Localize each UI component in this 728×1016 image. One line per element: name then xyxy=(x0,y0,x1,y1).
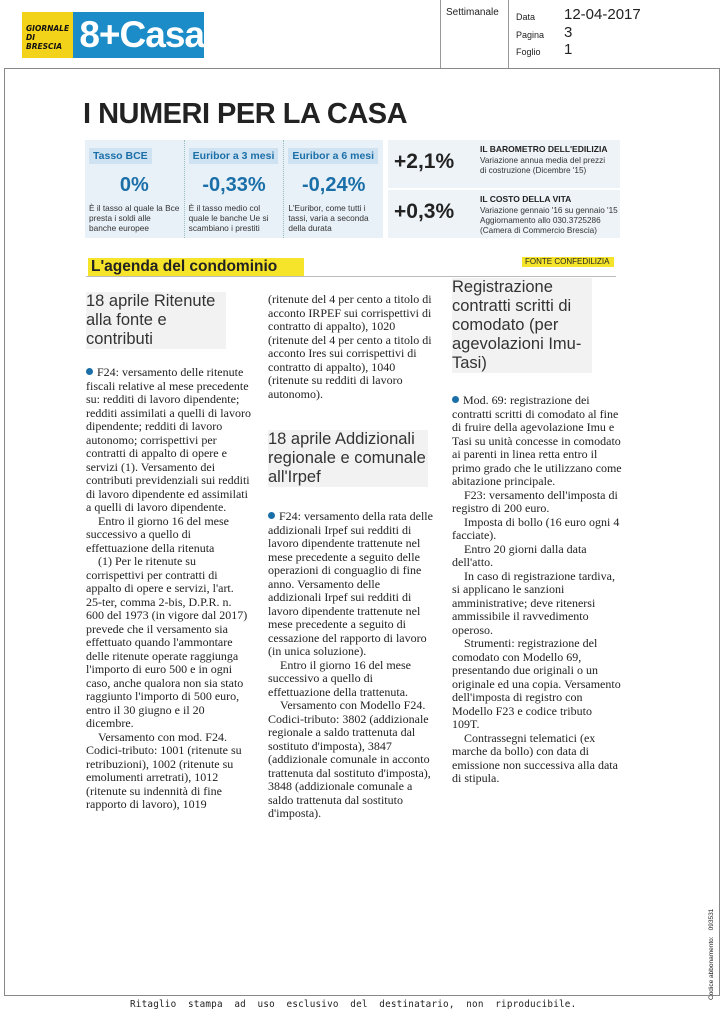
paragraph xyxy=(268,510,436,659)
costo-vita-description xyxy=(480,206,618,236)
rate-label: Euribor a 6 mesi xyxy=(288,148,378,164)
paragraph: Contrassegni telematici (ex marche da bollo) con data di emissione non successiva alla data di stipula. xyxy=(452,730,618,785)
publication-logo xyxy=(22,12,204,58)
section-heading: L'agenda del condominio xyxy=(88,258,304,276)
costo-vita xyxy=(388,190,620,238)
data-label: Data xyxy=(516,12,536,22)
costo-vita-title: IL COSTO DELLA VITA xyxy=(480,194,572,204)
paragraph: (1) Per le ritenute su corrispettivi per contratti di appalto di opere e servizi, l'art. 25-ter, comma 2-bis, D.P.R. n. 600 del 1973 (in vigore dal 2017) prevede che il versamento sia effettuato quando l'ammontare delle ritenute operate raggiunga l'importo di euro 500 e in ogni caso, anche qualora non sia stato raggiunto l'importo di 500 euro, entro il 30 giugno e il 20 dicembre. xyxy=(86,554,248,730)
col3-body xyxy=(452,394,622,786)
paragraph-text: Mod. 69: registrazione dei contratti scritti di comodato al fine di fruire della agevolazione Imu e Tasi su unità concesse in comodato ai parenti in linea retta entro il primo grado che le utilizzano come abitazione principale. xyxy=(452,393,622,488)
col2-body xyxy=(268,510,436,821)
barometro-value: +2,1% xyxy=(394,150,455,173)
paragraph xyxy=(452,394,622,489)
foglio-value: 1 xyxy=(564,41,573,58)
barometro-description: Variazione annua media del prezzi di costruzione (Dicembre '15) xyxy=(480,156,606,175)
pagina-label: Pagina xyxy=(516,30,545,40)
costo-vita-value: +0,3% xyxy=(394,200,455,223)
paragraph: Versamento con mod. F24. Codici-tributo: 1001 (ritenute su retribuzioni), 1002 (ritenute su emolumenti arretrati), 1012 (ritenute su indennità di fine rapporto di lavoro), 1019 xyxy=(86,729,242,811)
barometro-edilizia xyxy=(388,140,620,188)
paragraph: Entro 20 giorni dalla data dell'atto. xyxy=(452,541,587,569)
paragraph-text: F24: versamento delle ritenute fiscali relative al mese precedente su: redditi di lavoro dipendente; redditi assimilati a quelli di lavoro dipendente; redditi di lavoro autonomo; corrispettivi per contratti di appalto di opere e servizi (1). Versamento dei contributi previdenziali sui redditi di lavoro dipendente ed assimilati a quelli di lavoro dipendente. xyxy=(86,365,251,514)
paragraph-text: F24: versamento della rata delle addizionali Irpef sui redditi di lavoro dipendente trattenute nel mese precedente a seguito delle operazioni di conguaglio di fine anno. Versamento delle addizionali Irpef sui redditi di lavoro dipendente trattenute nel mese precedente a seguito di cessazione del rapporto di lavoro (in unica soluzione). xyxy=(268,509,433,658)
costo-vita-line: (Camera di Commercio Brescia) xyxy=(480,226,597,235)
foglio-label: Foglio xyxy=(516,47,541,57)
rate-value: 0% xyxy=(119,174,149,196)
rate-description: È il tasso al quale la Bce presta i soldi alle banche europee xyxy=(89,203,180,233)
rate-euribor-6m xyxy=(284,140,383,238)
bullet-icon xyxy=(268,512,275,519)
rate-value: -0,33% xyxy=(202,174,266,196)
indicators-panel xyxy=(388,140,620,238)
periodicity: Settimanale xyxy=(446,7,499,18)
col3-heading: Registrazione contratti scritti di comodato (per agevolazioni Imu-Tasi) xyxy=(452,278,592,373)
rate-description: È il tasso medio col quale le banche Ue si scambiano i prestiti xyxy=(188,203,269,233)
rates-panel xyxy=(85,140,383,238)
bullet-icon xyxy=(452,396,459,403)
paragraph xyxy=(86,366,252,515)
col2-body-top xyxy=(268,293,436,401)
rate-value: -0,24% xyxy=(301,174,366,196)
header-divider xyxy=(440,0,441,68)
paragraph: Entro il giorno 16 del mese successivo a quello di effettuazione della ritenuta xyxy=(86,513,229,555)
paragraph: Strumenti: registrazione del comodato con Modello 69, presentando due originali o un originale ed una copia. Versamento dell'imposta di registro con Modello F23 e codice tributo 109T. xyxy=(452,636,621,731)
pagina-value: 3 xyxy=(564,24,573,41)
source-label: FONTE CONFEDILIZIA xyxy=(522,257,614,267)
rate-euribor-3m xyxy=(185,140,285,238)
page-title: I NUMERI PER LA CASA xyxy=(83,98,408,130)
rate-description: L'Euribor, come tutti i tassi, varia a seconda della durata xyxy=(288,203,369,233)
logo-giornale-di-brescia: GIORNALE DI BRESCIA xyxy=(22,12,73,58)
bullet-icon xyxy=(86,368,93,375)
subscription-number: 093531 xyxy=(708,908,715,931)
rate-label: Tasso BCE xyxy=(89,148,152,164)
col1-heading: 18 aprile Ritenute alla fonte e contributi xyxy=(86,292,226,349)
col2-heading: 18 aprile Addizionali regionale e comunale all'Irpef xyxy=(268,430,428,487)
logo-8-casa: 8+Casa xyxy=(73,12,204,58)
paragraph: Entro il giorno 16 del mese successivo a quello di effettuazione della trattenuta. xyxy=(268,657,411,699)
paragraph: (ritenute del 4 per cento a titolo di acconto IRPEF sui corrispettivi di contratto di appalto), 1020 (ritenute del 4 per cento a titolo di acconto Ires sui corrispettivi di contratto di appalto), 1040 (ritenute su redditi di lavoro autonomo). xyxy=(268,292,432,401)
costo-vita-line: Aggiornamento allo 030.3725286 xyxy=(480,216,601,225)
paragraph: F23: versamento dell'imposta di registro di 200 euro. xyxy=(452,487,618,515)
paragraph: Versamento con Modello F24. Codici-tributo: 3802 (addizionale regionale a saldo trattenuta dal sostituto d'imposta), 3847 (addizionale comunale in acconto trattenuta dal sostituto d'imposta), 3848 (addizionale comunale a saldo trattenuta dal sostituto d'imposta). xyxy=(268,698,431,820)
header-divider xyxy=(508,0,509,68)
section-rule xyxy=(86,276,616,277)
subscription-code xyxy=(708,909,715,1000)
barometro-title: IL BAROMETRO DELL'EDILIZIA xyxy=(480,144,608,154)
clipping-header xyxy=(0,0,728,68)
col1-body xyxy=(86,366,252,812)
subscription-label: Codice abbonamento: xyxy=(708,936,715,1000)
paragraph: Imposta di bollo (16 euro ogni 4 facciate). xyxy=(452,514,620,542)
paragraph: In caso di registrazione tardiva, si applicano le sanzioni amministrative; deve ritenersi ammissibile il ravvedimento operoso. xyxy=(452,568,615,637)
data-value: 12-04-2017 xyxy=(564,6,641,23)
rate-label: Euribor a 3 mesi xyxy=(189,148,279,164)
rate-bce xyxy=(85,140,185,238)
costo-vita-line: Variazione gennaio '16 su gennaio '15 xyxy=(480,206,618,215)
footer-notice: Ritaglio stampa ad uso esclusivo del destinatario, non riproducibile. xyxy=(130,999,577,1010)
